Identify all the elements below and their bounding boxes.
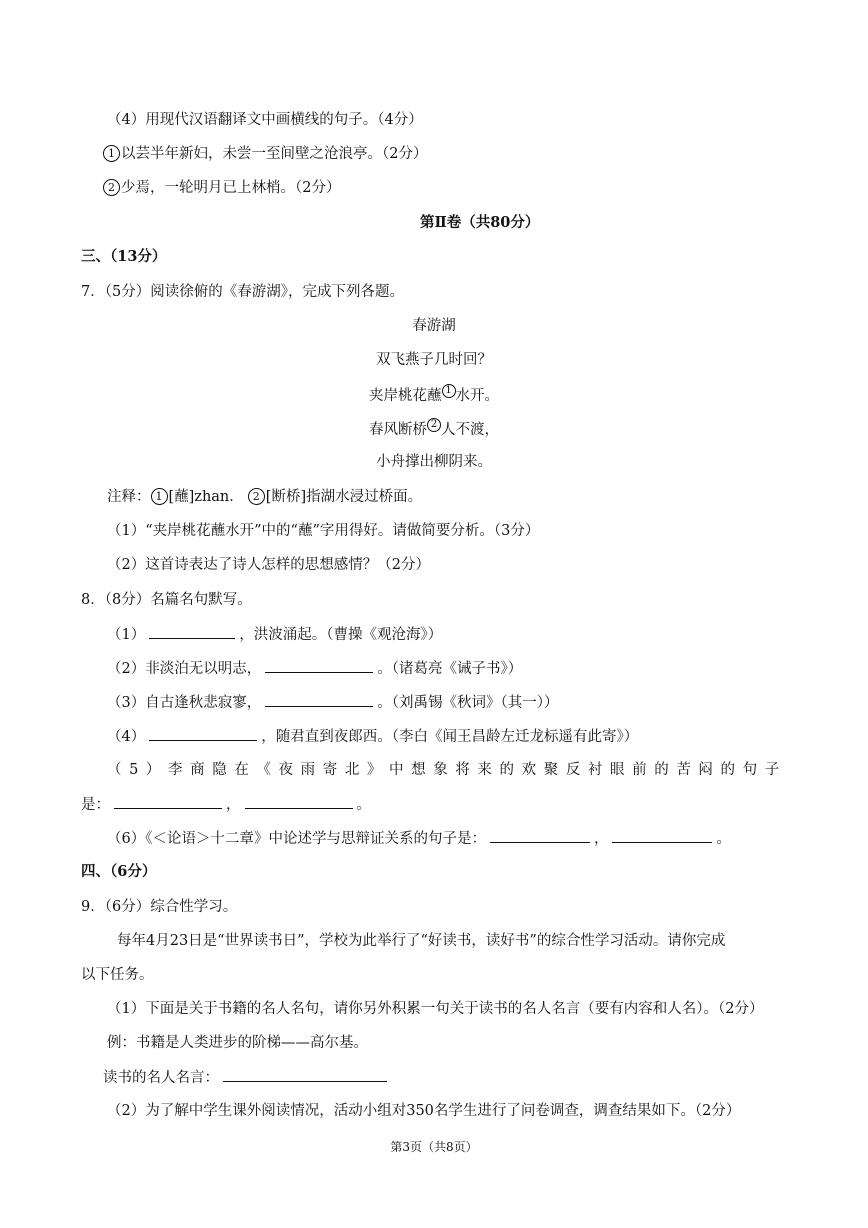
answer-label: 读书的名人名言： <box>103 1070 219 1086</box>
sentence-text: 少焉，一轮明月已上林梢。（2分） <box>121 180 341 196</box>
q8-item-4 <box>107 726 638 747</box>
q7-sub-1: （1）“夹岸桃花蘸水开”中的“蘸”字用得好。请做简要分析。（3分） <box>107 523 540 539</box>
q9-sub-1: （1）下面是关于书籍的名人名句，请你另外积累一句关于读书的名人名言（要有内容和人名）。（2分） <box>107 1001 764 1017</box>
q9-answer-line <box>103 1067 391 1088</box>
item-text: ， <box>226 797 241 813</box>
q8-item-2 <box>107 658 522 679</box>
circled-number-2: 2 <box>248 488 265 505</box>
poem-line-1: 双飞燕子几时回？ <box>376 352 492 368</box>
q8-item-5-line-1: （5）李商隐在《夜雨寄北》中想象将来的欢聚反衬眼前的苦闷的句子 <box>107 762 787 778</box>
item-text: 是： <box>81 797 110 813</box>
item-text: （2）非淡泊无以明志， <box>107 661 262 677</box>
q9-intro-line-1: 每年4月23日是“世界读书日”，学校为此举行了“好读书，读好书”的综合性学习活动。请你完成 <box>117 933 726 949</box>
item-text: 。（诸葛亮《诫子书》） <box>377 661 523 677</box>
item-text: （6）《＜论语＞十二章》中论述学与思辩证关系的句子是： <box>107 831 486 847</box>
q7-sub-2: （2）这首诗表达了诗人怎样的思想感情？（2分） <box>107 557 430 573</box>
answer-blank[interactable] <box>114 794 222 809</box>
q8-item-5-line-2 <box>81 794 371 815</box>
q9-stem: 9．（6分）综合性学习。 <box>81 899 238 915</box>
poem-line-4: 小舟撑出柳阴来。 <box>376 454 492 470</box>
answer-blank[interactable] <box>265 692 373 707</box>
page-footer: 第3页（共8页） <box>390 1140 478 1154</box>
q8-item-3 <box>107 692 558 713</box>
note-label: 注释： <box>107 489 151 505</box>
answer-blank[interactable] <box>149 624 235 639</box>
item-text: ， <box>593 831 609 847</box>
q8-item-1 <box>107 624 442 645</box>
q9-sub-2: （2）为了解中学生课外阅读情况，活动小组对350名学生进行了问卷调查，调查结果如下。（2分） <box>107 1103 741 1119</box>
q8-stem: 8．（8分）名篇名句默写。 <box>81 592 252 608</box>
circled-number-1: 1 <box>103 145 120 162</box>
poem-text: 人不渡， <box>441 422 499 438</box>
q8-item-6 <box>107 828 731 849</box>
q7-stem: 7．（5分）阅读徐俯的《春游湖》，完成下列各题。 <box>81 284 404 300</box>
section-4-heading: 四、（6分） <box>81 863 157 880</box>
poem-line-3 <box>0 418 868 440</box>
answer-blank[interactable] <box>490 828 590 843</box>
circled-number-1: 1 <box>151 488 168 505</box>
answer-blank[interactable] <box>223 1067 387 1082</box>
q6-4-sentence-2 <box>103 178 340 198</box>
item-text: （4） <box>107 729 146 745</box>
note-2-text: [断桥]指湖水浸过桥面。 <box>265 489 423 505</box>
poem-notes <box>107 487 422 507</box>
item-text: （3）自古逢秋悲寂寥， <box>107 695 262 711</box>
answer-blank[interactable] <box>265 658 373 673</box>
q9-example: 例：书籍是人类进步的阶梯——高尔基。 <box>107 1035 368 1051</box>
item-text: （1） <box>107 627 146 643</box>
footnote-mark-1: 1 <box>442 384 456 398</box>
item-text: ，随君直到夜郎西。（李白《闻王昌龄左迁龙标遥有此寄》） <box>261 729 639 745</box>
item-text: 。 <box>356 797 371 813</box>
footnote-mark-2: 2 <box>427 418 441 432</box>
item-text: 。（刘禹锡《秋词》（其一）） <box>377 695 559 711</box>
note-1-text: [蘸]zhan． <box>168 489 244 505</box>
item-text: ，洪波涌起。（曹操《观沧海》） <box>239 627 443 643</box>
q9-intro-line-2: 以下任务。 <box>81 967 154 983</box>
item-text: 。 <box>716 831 731 847</box>
answer-blank[interactable] <box>245 794 353 809</box>
poem-text: 春风断桥 <box>369 422 427 438</box>
q6-4-stem: （4）用现代汉语翻译文中画横线的句子。（4分） <box>107 112 423 128</box>
sentence-text: 以芸半年新妇，未尝一至间壁之沧浪亭。（2分） <box>121 146 428 162</box>
poem-title: 春游湖 <box>412 318 456 334</box>
poem-text: 夹岸桃花蘸 <box>369 388 442 404</box>
section-3-heading: 三、（13分） <box>81 248 167 265</box>
circled-number-2: 2 <box>103 179 120 196</box>
poem-text: 水开。 <box>455 388 499 404</box>
poem-line-2 <box>0 384 868 406</box>
part-2-title: 第Ⅱ卷（共80分） <box>420 214 540 231</box>
answer-blank[interactable] <box>612 828 712 843</box>
answer-blank[interactable] <box>149 726 257 741</box>
q6-4-sentence-1 <box>103 144 427 164</box>
